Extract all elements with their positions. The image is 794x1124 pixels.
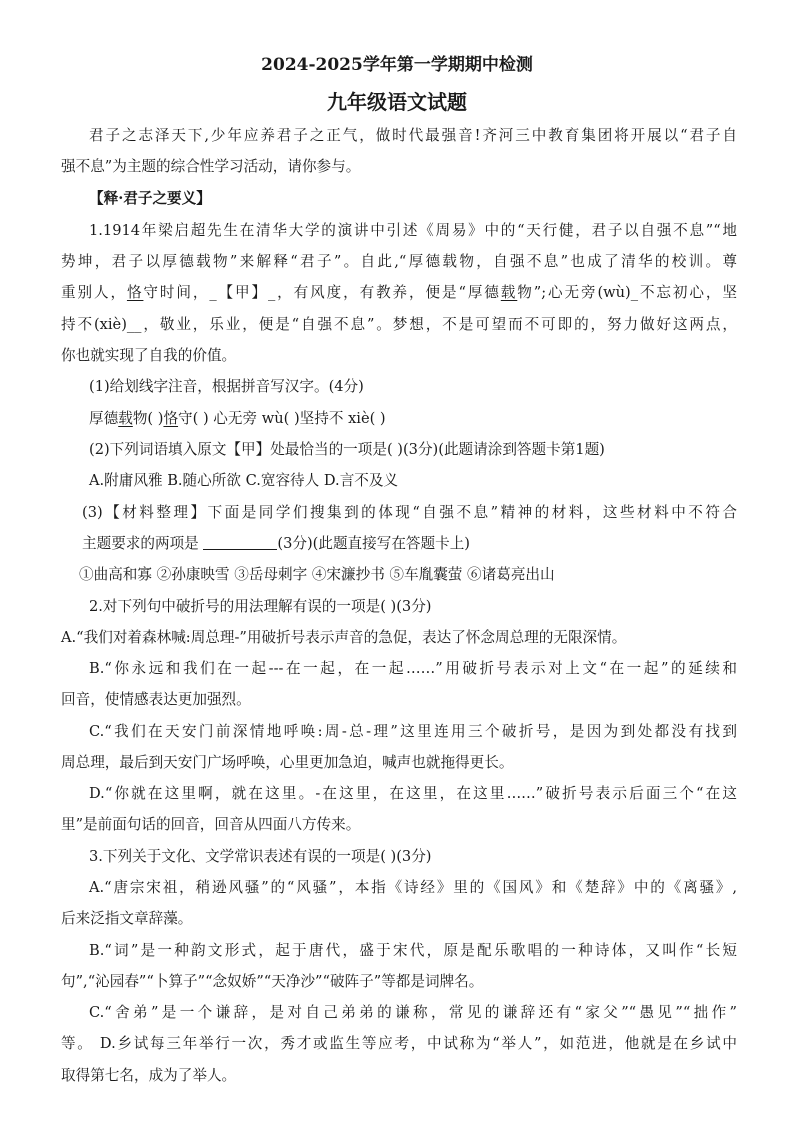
underlined-char-zai: 载 <box>500 284 518 301</box>
q2-option-c-line-2: 周总理，最后到天安门广场呼唤，心里更加急迫，喊声也就拖得更长。 <box>61 754 514 771</box>
answer-blank[interactable] <box>203 535 277 550</box>
q2-option-b-line-2: 回音，使情感表达更加强烈。 <box>61 691 251 708</box>
q3-option-a-line-1: A.“唐宗宋祖，稍逊风骚”的“风骚”，本指《诗经》里的《国风》和《楚辞》中的《离骚》, <box>89 879 737 896</box>
fill-text-b: 物( ) <box>132 410 164 427</box>
sub3-text-post: (3分)(此题直接写在答题卡上) <box>277 535 470 552</box>
exam-subtitle: 九年级语文试题 <box>327 90 467 114</box>
q2-option-d-line-2: 里”是前面句话的回音，回音从四面八方传来。 <box>61 816 361 833</box>
q1-materials-list: ①曲高和寡 ②孙康映雪 ③岳母刺字 ④宋濂抄书 ⑤车胤囊萤 ⑥诸葛亮出山 <box>79 566 555 583</box>
q3-option-b-line-2: 句”,“沁园春”“卜算子”“念奴娇”“天净沙”“破阵子”等都是词牌名。 <box>61 973 484 990</box>
q3-option-c-line-3: 取得第七名，成为了举人。 <box>61 1067 237 1084</box>
q2-option-b-line-1: B.“你永远和我们在一起---在一起，在一起……”用破折号表示对上文“在一起”的延续和 <box>89 660 737 677</box>
q1-paragraph-line-5: 你也就实现了自我的价值。 <box>61 347 237 364</box>
q2-option-a: A.“我们对着森林喊:周总理-”用破折号表示声音的急促，表达了怀念周总理的无限深情。 <box>61 629 627 646</box>
q1-sub3-prompt-line-2 <box>82 535 470 553</box>
q1-sub2-options: A.附庸风雅 B.随心所欲 C.宽容待人 D.言不及义 <box>89 472 399 489</box>
q1-sub2-prompt: (2)下列词语填入原文【甲】处最恰当的一项是( )(3分)(此题请涂到答题卡第1题) <box>89 441 605 458</box>
q1-paragraph-line-3 <box>61 284 737 302</box>
fill-text-c: 守( ) 心无旁 wù( )坚持不 xiè( ) <box>178 410 386 427</box>
q1-paragraph-line-1: 1.1914年梁启超先生在清华大学的演讲中引述《周易》中的“天行健，君子以自强不息”“地 <box>89 222 737 239</box>
q1-sub1-prompt: (1)给划线字注音，根据拼音写汉字。(4分) <box>89 378 364 395</box>
q3-option-c-line-1: C.“舍弟”是一个谦辞，是对自己弟弟的谦称，常见的谦辞还有“家父”“愚见”“拙作” <box>89 1004 737 1021</box>
q2-stem: 2.对下列句中破折号的用法理解有误的一项是( )(3分) <box>89 598 432 615</box>
exam-title: 2024-2025学年第一学期期中检测 <box>261 55 533 75</box>
q1-p3-text-c: 物”;心无旁(wù)_不忘初心，坚 <box>517 284 737 301</box>
q1-p3-text-b: 守时间，_【甲】_，有风度，有教养，便是“厚德 <box>143 284 501 301</box>
q2-option-d-line-1: D.“你就在这里啊，就在这里。-在这里，在这里，在这里……”破折号表示后面三个“在这 <box>89 785 737 802</box>
q1-sub3-prompt: (3)【材料整理】下面是同学们搜集到的体现“自强不息”精神的材料，这些材料中不符合 <box>82 504 737 521</box>
section-heading: 【释·君子之要义】 <box>89 190 211 207</box>
q1-fill-line <box>89 410 386 428</box>
q3-option-b-line-1: B.“词”是一种韵文形式，起于唐代，盛于宋代，原是配乐歌唱的一种诗体，又叫作“长短 <box>89 942 737 959</box>
intro-line-1: 君子之志泽天下,少年应养君子之正气，做时代最强音!齐河三中教育集团将开展以“君子自 <box>89 127 737 144</box>
q1-p3-text-a: 重别人， <box>61 284 127 301</box>
fill-text-a: 厚德 <box>89 410 119 427</box>
q3-option-c-line-2: 等。 D.乡试每三年举行一次，秀才或监生等应考，中试称为“举人”，如范进，他就是在乡试中 <box>61 1035 737 1052</box>
fill-underlined-ge: 恪 <box>163 410 179 427</box>
underlined-char-ge: 恪 <box>126 284 144 301</box>
intro-line-2: 强不息”为主题的综合性学习活动，请你参与。 <box>61 158 361 175</box>
q3-stem: 3.下列关于文化、文学常识表述有误的一项是( )(3分) <box>89 848 432 865</box>
q3-option-a-line-2: 后来泛指文章辞藻。 <box>61 910 193 927</box>
q1-paragraph-line-4: 持不(xiè)__，敬业，乐业，便是“自强不息”。梦想，不是可望而不可即的，努力做好这两点， <box>61 316 737 333</box>
sub3-text-pre: 主题要求的两项是 <box>82 535 204 552</box>
q2-option-c-line-1: C.“我们在天安门前深情地呼唤:周-总-理”这里连用三个破折号，是因为到处都没有找到 <box>89 723 737 740</box>
fill-underlined-zai: 载 <box>118 410 133 427</box>
q1-paragraph-line-2: 势坤，君子以厚德载物”来解释“君子”。自此,“厚德载物，自强不息”也成了清华的校训。尊 <box>61 253 737 270</box>
